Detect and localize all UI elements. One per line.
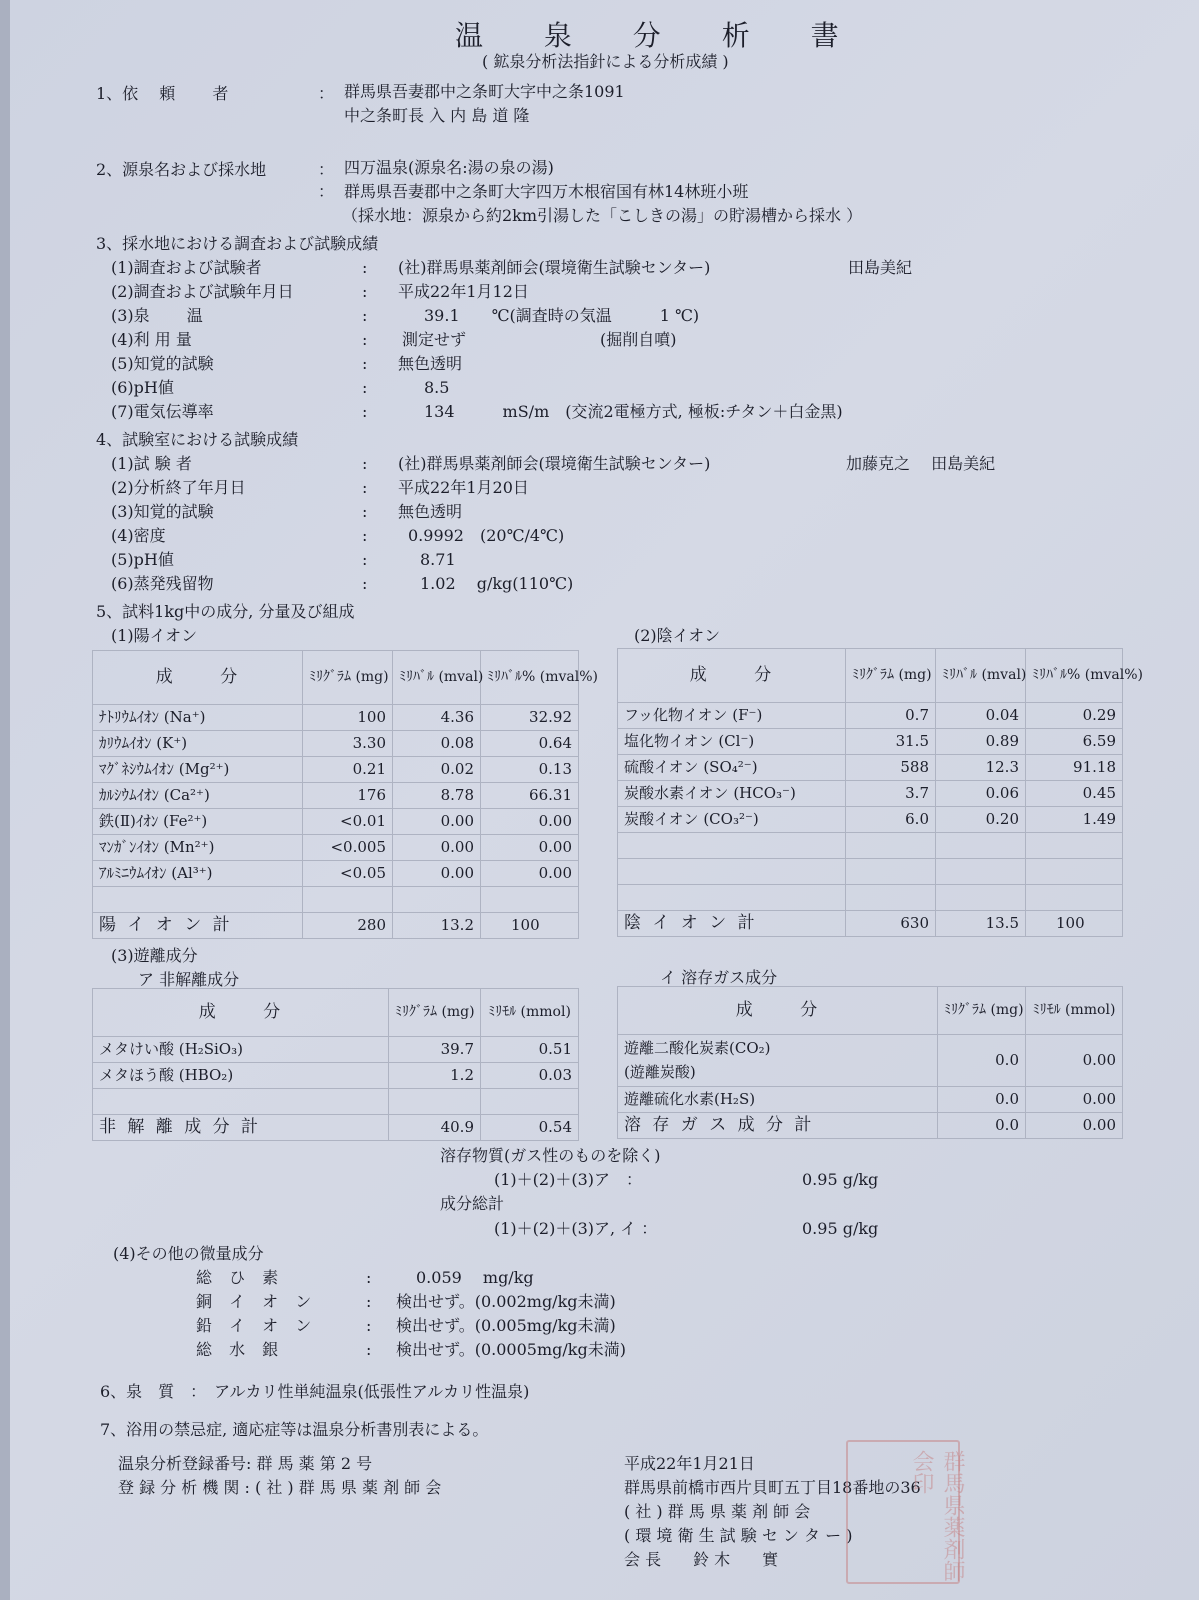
s2-label: 2、源泉名および採水地 (96, 160, 267, 179)
ion-mg: <0.05 (303, 861, 393, 887)
ion-mg: 3.7 (846, 781, 936, 807)
s2-colon: ： (318, 160, 335, 179)
gas-heading: イ 溶存ガス成分 (660, 968, 778, 987)
ion-pct: 0.64 (481, 731, 579, 757)
table-row (93, 757, 579, 783)
ion-pct: 66.31 (481, 783, 579, 809)
gas-table (617, 986, 1123, 1139)
ion-mval: 0.08 (393, 731, 481, 757)
ion-name: フッ化物イオン (F⁻) (618, 703, 846, 729)
anion-heading: (2)陰イオン (634, 626, 721, 645)
ion-mval: 0.89 (936, 729, 1026, 755)
col-header-mg: ﾐﾘｸﾞﾗﾑ (mg) (303, 651, 393, 705)
ion-pct: 1.49 (1026, 807, 1123, 833)
s3-colon: : (362, 378, 368, 397)
total-label: 陽 イ オ ン 計 (93, 913, 303, 939)
total-mg: 630 (846, 911, 936, 937)
col-header-mg: ﾐﾘｸﾞﾗﾑ (mg) (846, 649, 936, 703)
ion-mg: 176 (303, 783, 393, 809)
free-heading: (3)遊離成分 (111, 946, 198, 965)
component-name-line2: (遊離炭酸) (624, 1062, 696, 1081)
s4-item-value: 1.02 g/kg(110℃) (420, 574, 574, 593)
s3-item-value: (社)群馬県薬剤師会(環境衛生試験センター) (398, 258, 711, 277)
component-name (618, 1035, 938, 1087)
table-row (93, 731, 579, 757)
dissolved-label: 溶存物質(ガス性のものを除く) (440, 1146, 661, 1165)
s2-colon-2: ： (318, 182, 335, 201)
s4-colon: : (362, 454, 368, 473)
ion-name: ﾅﾄﾘｳﾑｲｵﾝ (Na⁺) (93, 705, 303, 731)
ion-mg: 100 (303, 705, 393, 731)
ion-pct: 91.18 (1026, 755, 1123, 781)
trace-item-value: 検出せず。(0.0005mg/kg未満) (396, 1340, 626, 1359)
table-header-row (93, 989, 579, 1037)
s3-item-value: 39.1 ℃(調査時の気温 1 ℃) (424, 306, 700, 325)
s4-item-value: 0.9992 (20℃/4℃) (408, 526, 565, 545)
s3-item-label: (6)pH値 (111, 378, 174, 397)
trace-item-value: 0.059 mg/kg (416, 1268, 534, 1287)
table-header-row (618, 987, 1123, 1035)
total-mval: 13.5 (936, 911, 1026, 937)
trace-item-value: 検出せず。(0.002mg/kg未満) (396, 1292, 616, 1311)
document-subtitle: ( 鉱泉分析法指針による分析成績 ) (482, 52, 729, 71)
component-mg: 0.0 (938, 1035, 1026, 1087)
ion-pct: 0.13 (481, 757, 579, 783)
component-mg: 39.7 (389, 1037, 481, 1063)
table-row (93, 783, 579, 809)
ion-name: ｶﾘｳﾑｲｵﾝ (K⁺) (93, 731, 303, 757)
ion-mval: 0.00 (393, 835, 481, 861)
component-mg: 0.0 (938, 1087, 1026, 1113)
component-name: メタほう酸 (HBO₂) (93, 1063, 389, 1089)
trace-item-label: 鉛 イ オ ン (196, 1316, 318, 1335)
ion-mg: <0.01 (303, 809, 393, 835)
table-total-row (618, 911, 1123, 937)
s3-item-value: 無色透明 (398, 354, 463, 373)
footer-registration-number: 温泉分析登録番号: 群 馬 薬 第 2 号 (118, 1454, 373, 1473)
component-mmol: 0.51 (481, 1037, 579, 1063)
footer-president: 会 長 鈴 木 實 (624, 1550, 779, 1569)
s3-item-label: (7)電気伝導率 (111, 402, 214, 421)
s3-item-label: (4)利 用 量 (111, 330, 192, 349)
s4-item-label: (2)分析終了年月日 (111, 478, 246, 497)
s4-item-label: (5)pH値 (111, 550, 174, 569)
ion-pct: 0.00 (481, 861, 579, 887)
s4-colon: : (362, 574, 368, 593)
s5-heading: 5、試料1kg中の成分, 分量及び組成 (96, 602, 355, 621)
s4-item-value: 無色透明 (398, 502, 463, 521)
table-row (93, 861, 579, 887)
s1-colon: ： (318, 84, 335, 103)
table-row (618, 755, 1123, 781)
table-total-row (93, 913, 579, 939)
table-total-row (93, 1115, 579, 1141)
col-header-pct: ﾐﾘﾊﾞﾙ% (mval%) (1026, 649, 1123, 703)
ion-pct: 6.59 (1026, 729, 1123, 755)
table-row (93, 809, 579, 835)
ion-name: 鉄(Ⅱ)ｲｵﾝ (Fe²⁺) (93, 809, 303, 835)
dissolved-value: 0.95 g/kg (802, 1170, 879, 1189)
total-label: 非 解 離 成 分 計 (93, 1115, 389, 1141)
s3-item-label: (1)調査および試験者 (111, 258, 262, 277)
component-name-line1: 遊離二酸化炭素(CO₂) (624, 1039, 771, 1058)
component-mmol: 0.00 (1026, 1035, 1123, 1087)
cation-heading: (1)陽イオン (111, 626, 198, 645)
footer-date: 平成22年1月21日 (624, 1454, 755, 1473)
col-header-name: 成 分 (93, 651, 303, 705)
table-row (93, 835, 579, 861)
s3-colon: : (362, 306, 368, 325)
s1-label: 1、依 頼 者 (96, 84, 229, 103)
table-row (93, 705, 579, 731)
seal-text: 群馬県薬剤師会印 (909, 1450, 965, 1582)
s4-item-label: (3)知覚的試験 (111, 502, 214, 521)
ion-pct: 0.29 (1026, 703, 1123, 729)
table-row (93, 1037, 579, 1063)
col-header-name: 成 分 (618, 987, 938, 1035)
col-header-mmol: ﾐﾘﾓﾙ (mmol) (481, 989, 579, 1037)
ion-mg: 3.30 (303, 731, 393, 757)
table-row-empty (93, 887, 579, 913)
ion-mval: 12.3 (936, 755, 1026, 781)
ion-name: 硫酸イオン (SO₄²⁻) (618, 755, 846, 781)
col-header-mmol: ﾐﾘﾓﾙ (mmol) (1026, 987, 1123, 1035)
paper-edge (0, 0, 10, 1600)
ion-mval: 4.36 (393, 705, 481, 731)
ion-mg: 6.0 (846, 807, 936, 833)
s3-item-label: (2)調査および試験年月日 (111, 282, 294, 301)
ion-mg: <0.005 (303, 835, 393, 861)
table-row-empty (93, 1089, 579, 1115)
component-name: メタけい酸 (H₂SiO₃) (93, 1037, 389, 1063)
total-pct: 100 (1026, 911, 1123, 937)
ion-mval: 0.00 (393, 809, 481, 835)
ion-mval: 0.02 (393, 757, 481, 783)
s4-item-value: (社)群馬県薬剤師会(環境衛生試験センター) (398, 454, 711, 473)
table-row (618, 703, 1123, 729)
table-row-empty (618, 885, 1123, 911)
total-components-formula: (1)＋(2)＋(3)ア, イ ： (494, 1219, 658, 1238)
ion-pct: 0.00 (481, 835, 579, 861)
ion-pct: 32.92 (481, 705, 579, 731)
dissolved-formula: (1)＋(2)＋(3)ア ： (494, 1170, 642, 1189)
trace-colon: : (366, 1292, 372, 1311)
table-row (618, 729, 1123, 755)
s2-source-location: 群馬県吾妻郡中之条町大字四万木根宿国有林14林班小班 (344, 182, 749, 201)
footer-org: ( 社 ) 群 馬 県 薬 剤 師 会 (624, 1502, 811, 1521)
total-mg: 0.0 (938, 1113, 1026, 1139)
s3-colon: : (362, 402, 368, 421)
s3-item-extra: 田島美紀 (848, 258, 913, 277)
s3-heading: 3、採水地における調査および試験成績 (96, 234, 379, 253)
total-components-value: 0.95 g/kg (802, 1219, 879, 1238)
document-title: 温 泉 分 析 書 (455, 19, 865, 52)
s3-colon: : (362, 258, 368, 277)
table-row (93, 1063, 579, 1089)
trace-item-label: 銅 イ オ ン (196, 1292, 318, 1311)
s4-item-label: (1)試 験 者 (111, 454, 192, 473)
trace-colon: : (366, 1340, 372, 1359)
ion-name: ｶﾙｼｳﾑｲｵﾝ (Ca²⁺) (93, 783, 303, 809)
s3-colon: : (362, 330, 368, 349)
component-mmol: 0.00 (1026, 1087, 1123, 1113)
cation-table (92, 650, 598, 939)
s1-client-name: 中之条町長 入 内 島 道 隆 (344, 106, 530, 125)
ion-mg: 0.7 (846, 703, 936, 729)
ion-mval: 8.78 (393, 783, 481, 809)
s1-client-address: 群馬県吾妻郡中之条町大字中之条1091 (344, 82, 625, 101)
col-header-mg: ﾐﾘｸﾞﾗﾑ (mg) (389, 989, 481, 1037)
ion-name: 塩化物イオン (Cl⁻) (618, 729, 846, 755)
ion-name: ｱﾙﾐﾆｳﾑｲｵﾝ (Al³⁺) (93, 861, 303, 887)
ion-mg: 0.21 (303, 757, 393, 783)
col-header-pct: ﾐﾘﾊﾞﾙ% (mval%) (481, 651, 579, 705)
table-row-empty (618, 833, 1123, 859)
table-header-row (618, 649, 1123, 703)
ion-name: ﾏｸﾞﾈｼｳﾑｲｵﾝ (Mg²⁺) (93, 757, 303, 783)
s4-colon: : (362, 526, 368, 545)
ion-mg: 588 (846, 755, 936, 781)
ion-name: 炭酸水素イオン (HCO₃⁻) (618, 781, 846, 807)
total-mg: 280 (303, 913, 393, 939)
ion-mval: 0.06 (936, 781, 1026, 807)
trace-colon: : (366, 1316, 372, 1335)
table-row (618, 1087, 1123, 1113)
table-row (618, 807, 1123, 833)
trace-colon: : (366, 1268, 372, 1287)
total-label: 陰 イ オ ン 計 (618, 911, 846, 937)
s3-item-value: 平成22年1月12日 (398, 282, 529, 301)
total-mg: 40.9 (389, 1115, 481, 1141)
footer-center: ( 環 境 衛 生 試 験 セ ン タ ー ) (624, 1526, 853, 1545)
s4-heading: 4、試験室における試験成績 (96, 430, 299, 449)
trace-heading: (4)その他の微量成分 (113, 1244, 264, 1263)
table-row (618, 781, 1123, 807)
ion-pct: 0.45 (1026, 781, 1123, 807)
nondiss-heading: ア 非解離成分 (138, 970, 240, 989)
s3-item-value: 8.5 (424, 378, 450, 397)
ion-mval: 0.20 (936, 807, 1026, 833)
table-row-empty (618, 859, 1123, 885)
s4-item-value: 8.71 (420, 550, 456, 569)
table-header-row (93, 651, 579, 705)
footer-address: 群馬県前橋市西片貝町五丁目18番地の36 (624, 1478, 921, 1497)
s4-item-label: (6)蒸発残留物 (111, 574, 214, 593)
component-name: 遊離硫化水素(H₂S) (618, 1087, 938, 1113)
total-label: 溶 存 ガ ス 成 分 計 (618, 1113, 938, 1139)
table-total-row (618, 1113, 1123, 1139)
s3-item-value: 134 mS/m (交流2電極方式, 極板:チタン＋白金黒) (424, 402, 843, 421)
col-header-mval: ﾐﾘﾊﾞﾙ (mval) (393, 651, 481, 705)
s4-item-label: (4)密度 (111, 526, 166, 545)
component-mmol: 0.03 (481, 1063, 579, 1089)
s2-sampling-note: （採水地：源泉から約2km引湯した「こしきの湯」の貯湯槽から採水 ） (342, 206, 863, 225)
s6-spring-quality: 6、泉 質 ： アルカリ性単純温泉(低張性アルカリ性温泉) (100, 1382, 530, 1401)
ion-mg: 31.5 (846, 729, 936, 755)
ion-pct: 0.00 (481, 809, 579, 835)
total-pct: 100 (481, 913, 579, 939)
trace-item-label: 総 水 銀 (196, 1340, 285, 1359)
ion-mval: 0.00 (393, 861, 481, 887)
s3-item-label: (5)知覚的試験 (111, 354, 214, 373)
total-mmol: 0.00 (1026, 1113, 1123, 1139)
trace-item-value: 検出せず。(0.005mg/kg未満) (396, 1316, 616, 1335)
nondiss-table (92, 988, 579, 1141)
col-header-name: 成 分 (618, 649, 846, 703)
s2-source-name: 四万温泉(源泉名:湯の泉の湯) (344, 158, 554, 177)
s7-contraindications: 7、浴用の禁忌症, 適応症等は温泉分析書別表による。 (100, 1420, 489, 1439)
ion-name: 炭酸イオン (CO₃²⁻) (618, 807, 846, 833)
trace-item-label: 総 ひ 素 (196, 1268, 285, 1287)
col-header-mg: ﾐﾘｸﾞﾗﾑ (mg) (938, 987, 1026, 1035)
s4-colon: : (362, 478, 368, 497)
s3-item-extra: (掘削自噴) (600, 330, 677, 349)
col-header-mval: ﾐﾘﾊﾞﾙ (mval) (936, 649, 1026, 703)
col-header-name: 成 分 (93, 989, 389, 1037)
official-seal (846, 1440, 965, 1584)
footer-registered-org: 登 録 分 析 機 関 : ( 社 ) 群 馬 県 薬 剤 師 会 (118, 1478, 442, 1497)
s4-colon: : (362, 502, 368, 521)
anion-table (617, 648, 1143, 937)
table-row (618, 1035, 1123, 1087)
s3-item-label: (3)泉 温 (111, 306, 203, 325)
s3-item-value: 測定せず (402, 330, 467, 349)
total-mval: 13.2 (393, 913, 481, 939)
s3-colon: : (362, 354, 368, 373)
ion-mval: 0.04 (936, 703, 1026, 729)
s4-item-value: 平成22年1月20日 (398, 478, 529, 497)
s4-colon: : (362, 550, 368, 569)
component-mg: 1.2 (389, 1063, 481, 1089)
s4-item-extra: 加藤克之 田島美紀 (846, 454, 996, 473)
total-mmol: 0.54 (481, 1115, 579, 1141)
total-components-label: 成分総計 (440, 1194, 505, 1213)
ion-name: ﾏﾝｶﾞﾝｲｵﾝ (Mn²⁺) (93, 835, 303, 861)
s3-colon: : (362, 282, 368, 301)
